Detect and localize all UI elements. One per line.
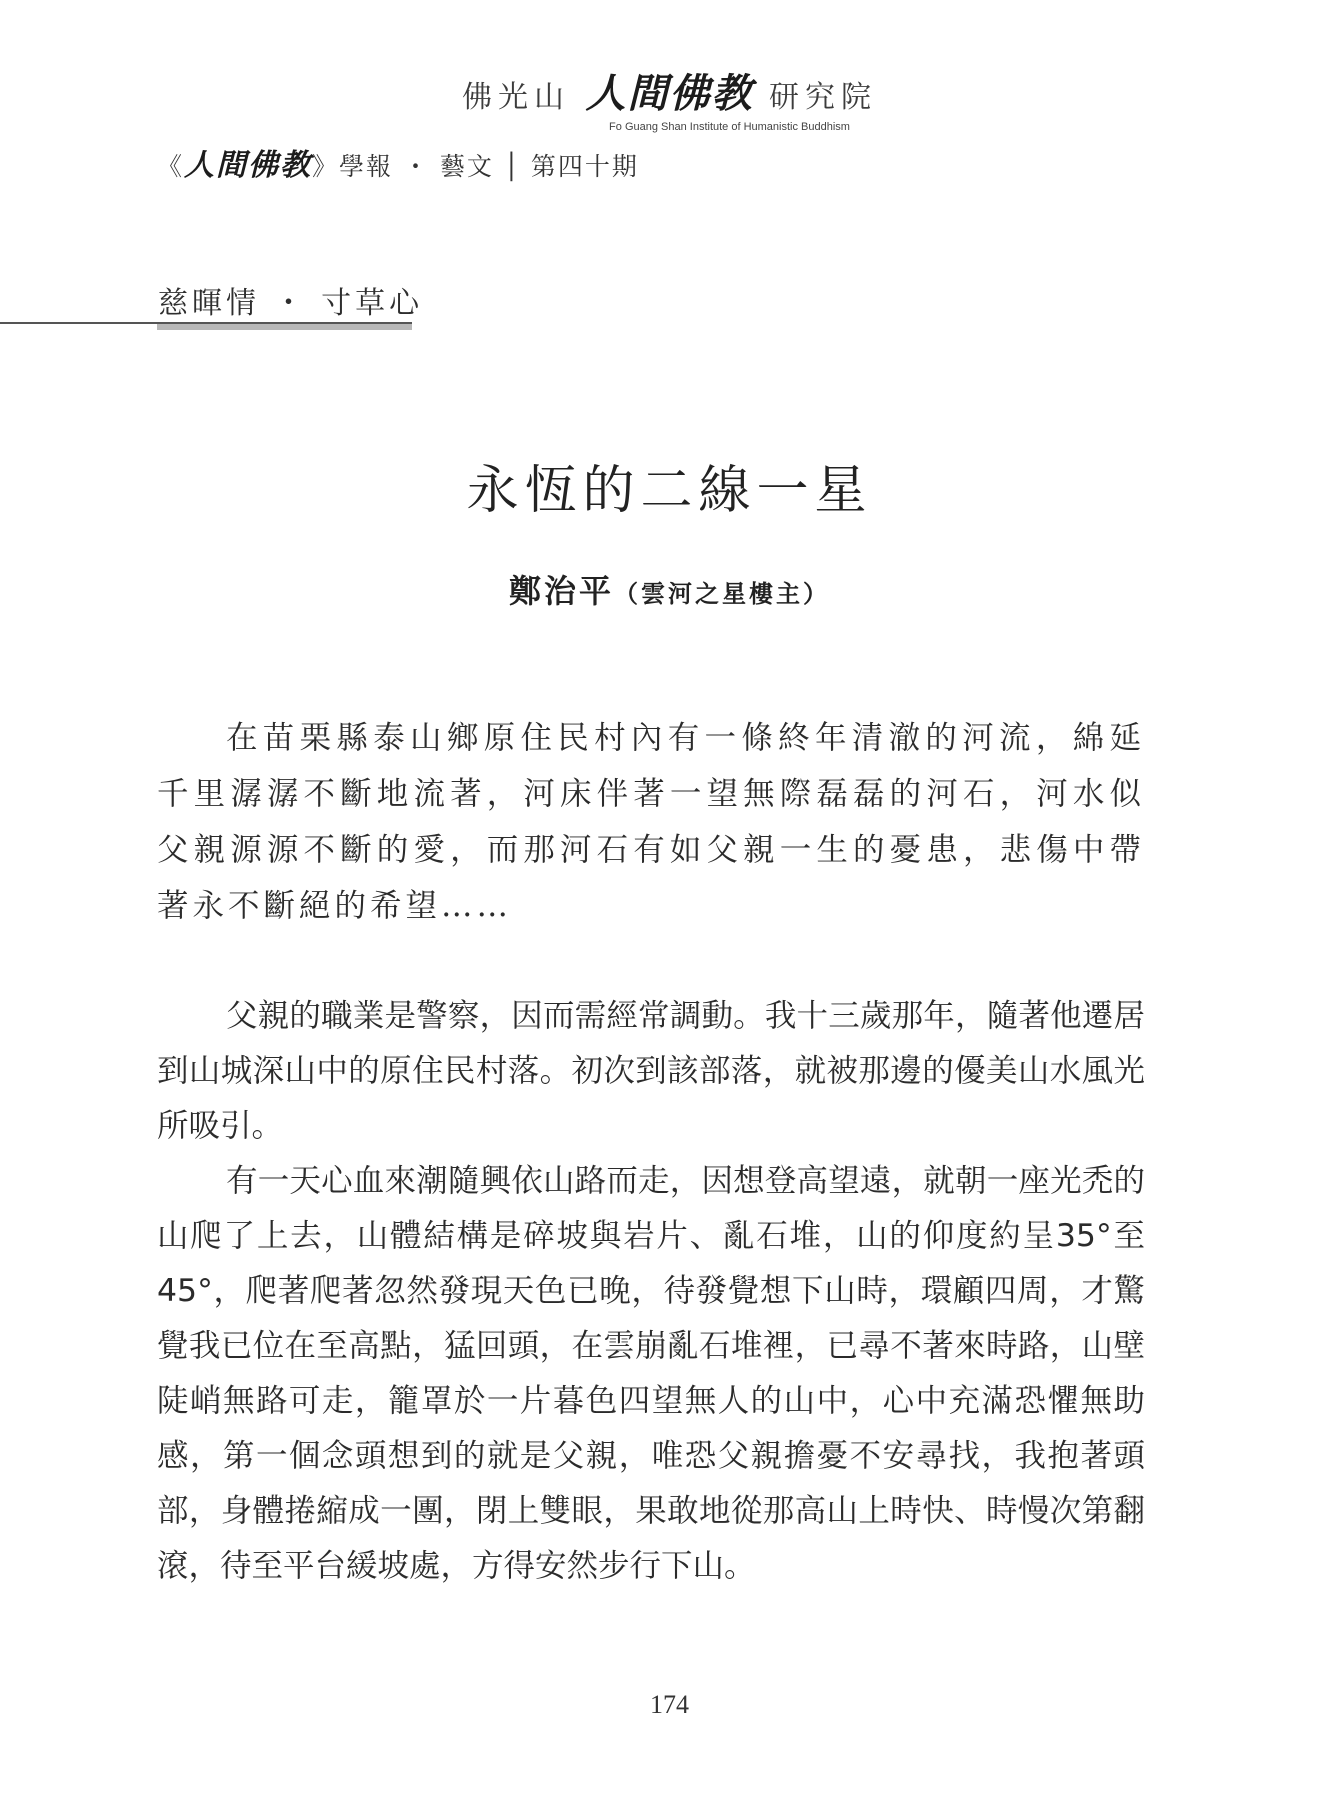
journal-running-head — [157, 140, 639, 184]
institute-english-name: Fo Guang Shan Institute of Humanistic Buddhism — [609, 121, 850, 133]
body-paragraph: 有一天心血來潮隨興依山路而走，因想登高望遠，就朝一座光禿的山爬了上去，山體結構是碎坡與岩片、亂石堆，山的仰度約呈35°至 45°，爬著爬著忽然發現天色已晚，待發覺想下山時，環顧四周，才驚覺我已位在至高點，猛回頭，在雲崩亂石堆裡，已尋不著來時路，山壁陡峭無路可走，籠罩於一片暮色四望無人的山中，心中充滿恐懼無助感，第一個念頭想到的就是父親，唯恐父親擔憂不安尋找，我抱著頭部，身體捲縮成一團，閉上雙眼，果敢地從那高山上時快、時慢次第翻滾，待至平台緩坡處，方得安然步行下山。 — [157, 1163, 1145, 1584]
body-paragraph: 父親的職業是警察，因而需經常調動。我十三歲那年，隨著他遷居到山城深山中的原住民村落。初次到該部落，就被那邊的優美山水風光所吸引。 — [157, 998, 1145, 1144]
institute-suffix: 研究院 — [769, 80, 878, 115]
institute-header — [0, 62, 1339, 133]
article-author — [0, 566, 1339, 612]
author-name: 鄭治平 — [508, 572, 614, 610]
column-rule-thick — [157, 324, 412, 330]
column-heading: 慈暉情 ・ 寸草心 — [158, 286, 424, 321]
body-paragraph: 在苗栗縣泰山鄉原住民村內有一條終年清澈的河流，綿延千里潺潺不斷地流著，河床伴著一望無際磊磊的河石，河水似父親源源不斷的愛，而那河石有如父親一生的憂患，悲傷中帶著永不斷絕的希望…… — [157, 720, 1145, 924]
page-number: 174 — [650, 1690, 689, 1719]
institute-prefix: 佛光山 — [461, 80, 570, 115]
journal-rest: 》學報 ・ 藝文 │ 第四十期 — [312, 152, 639, 181]
article-title: 永恆的二線一星 — [466, 461, 873, 521]
journal-brand-logo: 人間佛教 — [184, 148, 313, 183]
journal-open-bracket: 《 — [157, 152, 185, 181]
institute-name — [0, 62, 1339, 119]
author-affiliation: （雲河之星樓主） — [614, 579, 830, 608]
institute-brand-logo: 人間佛教 — [585, 71, 754, 117]
